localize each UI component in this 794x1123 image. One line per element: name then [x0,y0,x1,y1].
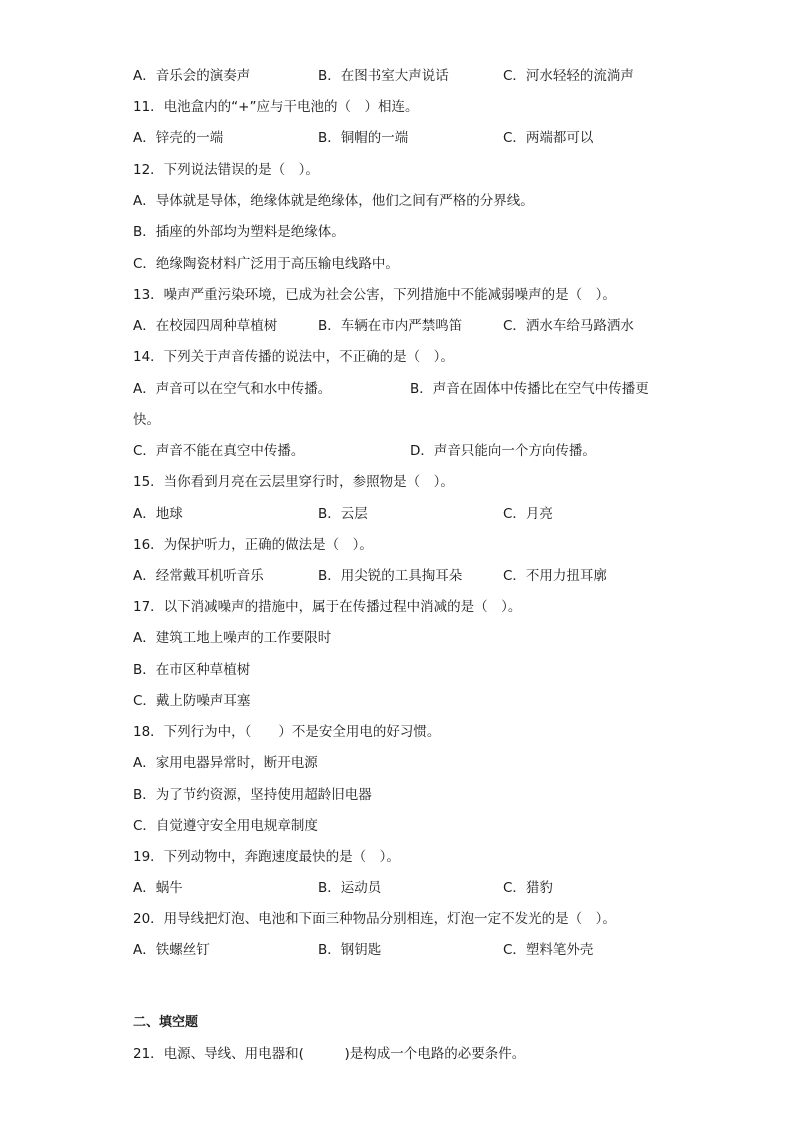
q12-option-a: A．导体就是导体，绝缘体就是绝缘体，他们之间有严格的分界线。 [133,193,534,209]
q14-option-d: D．声音只能向一个方向传播。 [410,443,596,459]
q19-question: 19．下列动物中，奔跑速度最快的是（ ）。 [133,849,400,865]
q11-option-c: C．两端都可以 [503,130,594,146]
q18-option-c: C．自觉遵守安全用电规章制度 [133,818,318,834]
q13-option-c: C．洒水车给马路洒水 [503,318,634,334]
q17-option-c: C．戴上防噪声耳塞 [133,693,251,709]
q17-option-a: A．建筑工地上噪声的工作要限时 [133,630,332,646]
q18-option-a: A．家用电器异常时，断开电源 [133,755,318,771]
q14-option-c: C．声音不能在真空中传播。 [133,443,305,459]
q14-option-b-wrap: 快。 [133,412,160,428]
q10-option-b: B．在图书室大声说话 [318,68,449,84]
q15-question: 15．当你看到月亮在云层里穿行时，参照物是（ ）。 [133,474,454,490]
q16-option-a: A．经常戴耳机听音乐 [133,568,264,584]
q11-option-a: A．锌壳的一端 [133,130,224,146]
q18-option-b: B．为了节约资源，坚持使用超龄旧电器 [133,787,372,803]
q20-option-b: B．钢钥匙 [318,942,382,958]
q19-option-c: C．猎豹 [503,880,553,896]
q17-option-b: B．在市区种草植树 [133,662,251,678]
q11-question: 11．电池盒内的“+”应与干电池的（ ）相连。 [133,99,419,115]
q15-option-c: C．月亮 [503,506,553,522]
q17-question: 17．以下消减噪声的措施中，属于在传播过程中消减的是（ ）。 [133,599,522,615]
q13-option-b: B．车辆在市内严禁鸣笛 [318,318,463,334]
q14-option-a: A．声音可以在空气和水中传播。 [133,381,332,397]
q13-question: 13．噪声严重污染环境，已成为社会公害，下列措施中不能减弱噪声的是（ ）。 [133,287,616,303]
q18-question: 18．下列行为中，（ ）不是安全用电的好习惯。 [133,724,441,740]
q10-option-c: C．河水轻轻的流淌声 [503,68,634,84]
q11-option-b: B．铜帽的一端 [318,130,409,146]
q14-option-b: B．声音在固体中传播比在空气中传播更 [410,381,649,397]
q12-option-c: C．绝缘陶瓷材料广泛用于高压输电线路中。 [133,256,399,272]
q19-option-a: A．蜗牛 [133,880,183,896]
q21-question: 21．电源、导线、用电器和( )是构成一个电路的必要条件。 [133,1046,526,1062]
section-heading-fill-in: 二、填空题 [133,1015,199,1030]
q19-option-b: B．运动员 [318,880,382,896]
q15-option-a: A．地球 [133,506,183,522]
q14-question: 14．下列关于声音传播的说法中，不正确的是（ ）。 [133,349,454,365]
q12-question: 12．下列说法错误的是（ ）。 [133,162,319,178]
q16-option-c: C．不用力扭耳廓 [503,568,607,584]
q16-option-b: B．用尖锐的工具掏耳朵 [318,568,463,584]
q20-option-c: C．塑料笔外壳 [503,942,594,958]
q20-option-a: A．铁螺丝钉 [133,942,210,958]
q16-question: 16．为保护听力，正确的做法是（ ）。 [133,537,373,553]
q13-option-a: A．在校园四周种草植树 [133,318,278,334]
q15-option-b: B．云层 [318,506,368,522]
q10-option-a: A．音乐会的演奏声 [133,68,251,84]
q20-question: 20．用导线把灯泡、电池和下面三种物品分别相连，灯泡一定不发光的是（ ）。 [133,911,616,927]
q12-option-b: B．插座的外部均为塑料是绝缘体。 [133,224,345,240]
